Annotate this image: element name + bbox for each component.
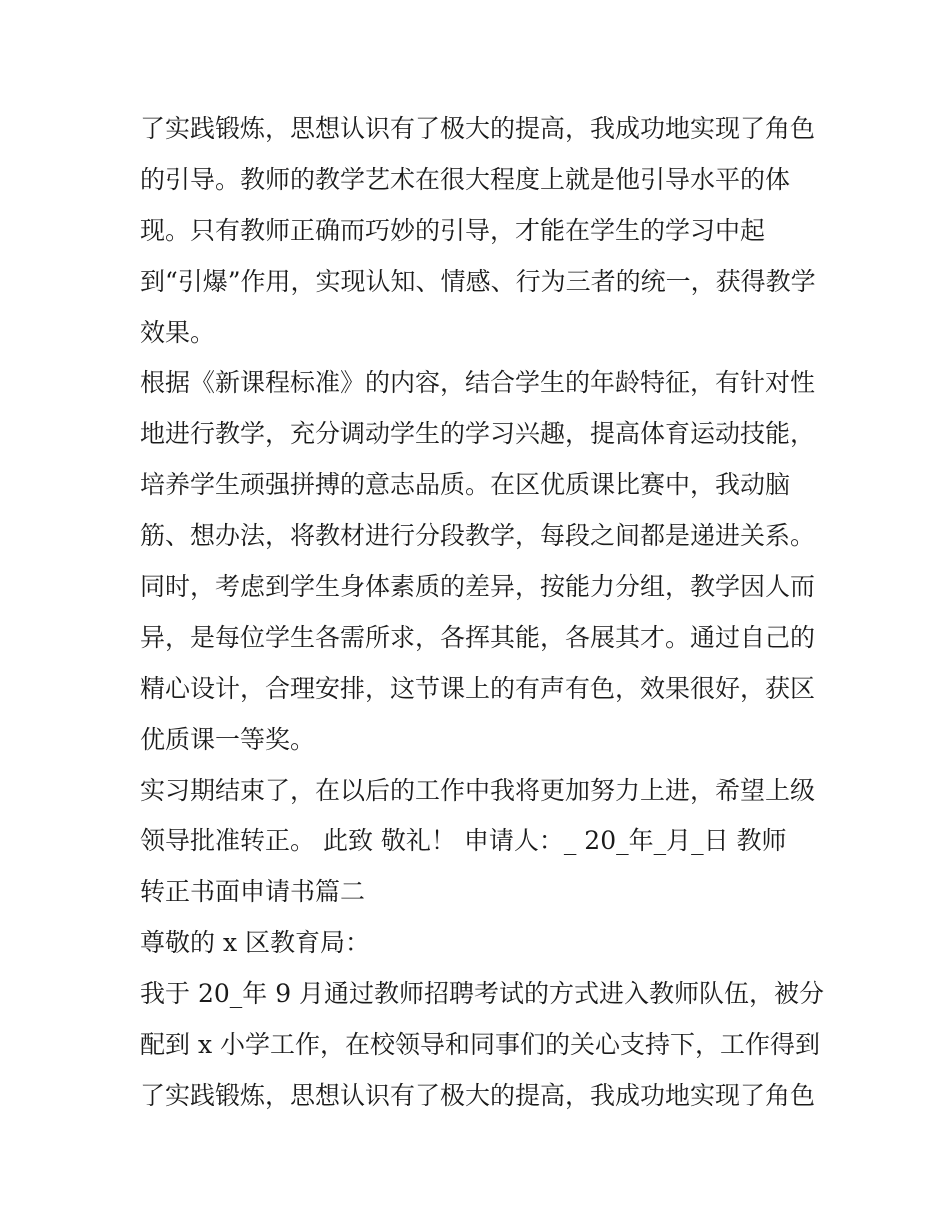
text-line: 我于 20_年 9 月通过教师招聘考试的方式进入教师队伍，被分 — [140, 979, 825, 1009]
text-line: 异，是每位学生各需所求，各挥其能，各展其才。通过自己的 — [140, 622, 816, 652]
text-line: 领导批准转正。 此致 敬礼！ 申请人：_ 20_年_月_日 教师 — [140, 826, 787, 856]
text-line: 培养学生顽强拼搏的意志品质。在区优质课比赛中，我动脑 — [140, 470, 791, 500]
document-body — [140, 104, 830, 1122]
text-line: 配到 x 小学工作，在校领导和同事们的关心支持下，工作得到 — [140, 1030, 820, 1060]
text-line: 尊敬的 x 区教育局： — [140, 928, 370, 958]
text-line: 了实践锻炼，思想认识有了极大的提高，我成功地实现了角色 — [140, 1080, 816, 1110]
text-line: 根据《新课程标准》的内容，结合学生的年龄特征，有针对性 — [140, 368, 816, 398]
text-line: 到“引爆”作用，实现认知、情感、行为三者的统一，获得教学 — [140, 266, 816, 296]
text-line: 精心设计，合理安排，这节课上的有声有色，效果很好，获区 — [140, 673, 816, 703]
text-line: 实习期结束了，在以后的工作中我将更加努力上进，希望上级 — [140, 775, 816, 805]
text-line: 效果。 — [140, 317, 216, 347]
text-line: 了实践锻炼，思想认识有了极大的提高，我成功地实现了角色 — [140, 114, 816, 143]
text-line: 现。只有教师正确而巧妙的引导，才能在学生的学习中起 — [140, 215, 766, 245]
text-line: 转正书面申请书篇二 — [140, 877, 366, 907]
text-line: 筋、想办法，将教材进行分段教学，每段之间都是递进关系。 — [140, 521, 816, 551]
text-line: 优质课一等奖。 — [140, 724, 316, 754]
text-line: 地进行教学，充分调动学生的学习兴趣，提高体育运动技能， — [140, 419, 816, 449]
text-line: 同时，考虑到学生身体素质的差异，按能力分组，教学因人而 — [140, 572, 816, 602]
text-line: 的引导。教师的教学艺术在很大程度上就是他引导水平的体 — [140, 164, 791, 194]
